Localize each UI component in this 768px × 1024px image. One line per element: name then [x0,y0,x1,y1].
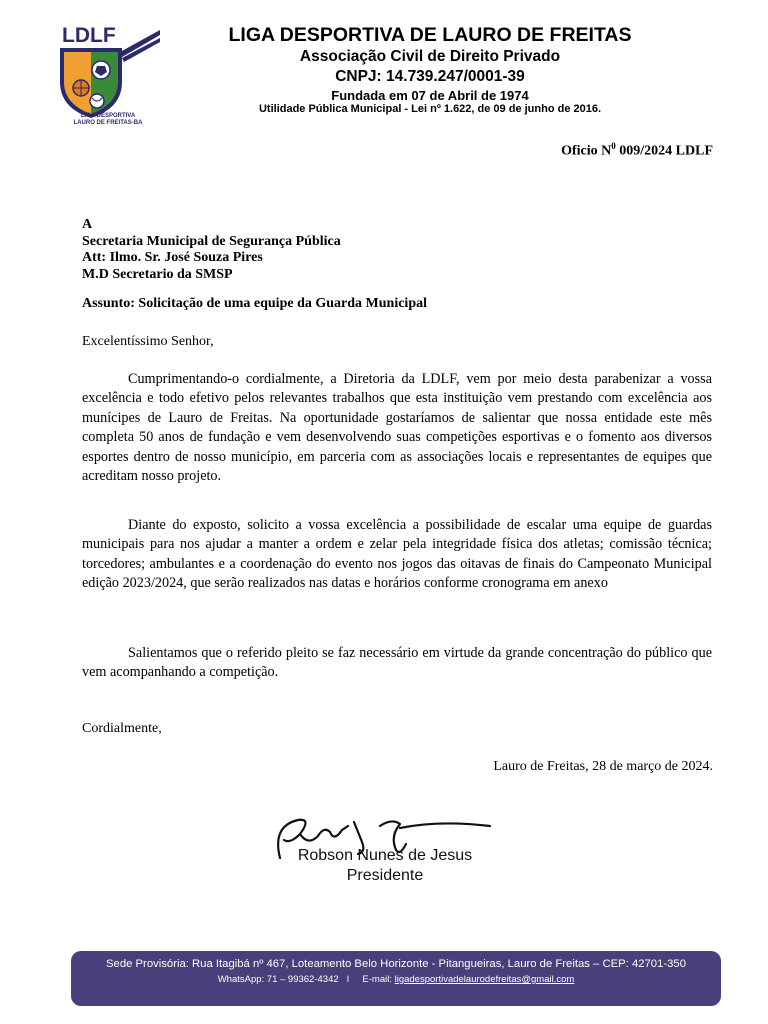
footer-contact [71,974,721,985]
recipient-line: A [82,217,93,232]
signatory-name: Robson Nunes de Jesus [297,847,473,864]
footer-email-label: E-mail: [362,974,392,985]
org-type: Associação Civil de Direito Privado [299,48,561,65]
body-paragraph: Diante do exposto, solicito a vossa excelência a possibilidade de escalar uma equipe de guardas municipais para nos ajudar a manter a ordem e zelar pela integridade física dos atletas; comissão técnica; torcedores; ambulantes e a coordenação do evento nos jogos das oitavas de finais do Campeonato Municipal edição 2023/2024, que serão realizados nas datas e horários conforme cronograma em anexo [82,517,712,592]
subject-line: Assunto: Solicitação de uma equipe da Guarda Municipal [82,296,427,311]
footer-address: Sede Provisória: Rua Itagibá nº 467, Loteamento Belo Horizonte - Pitangueiras, Lauro de Freitas – CEP: 42701-350 [106,958,686,970]
body-paragraph: Salientamos que o referido pleito se faz necessário em virtude da grande concentração do público que vem acompanhando a competição. [82,645,712,681]
recipient-block [82,217,341,283]
signatory [270,846,500,886]
cnpj: CNPJ: 14.739.247/0001-39 [335,68,525,85]
recipient-line: M.D Secretario da SMSP [82,266,233,282]
org-name: LIGA DESPORTIVA DE LAURO DE FREITAS [228,24,632,46]
footer-separator: I [346,974,350,985]
founded-date: Fundada em 07 de Abril de 1974 [331,88,529,103]
closing: Cordialmente, [82,721,162,736]
logo-subtitle: LIGA DESPORTIVA LAURO DE FREITAS-BA [73,113,143,126]
place-date: Lauro de Freitas, 28 de março de 2024. [493,759,713,774]
recipient-line: Att: Ilmo. Sr. José Souza Pires [82,250,263,265]
footer-email-link[interactable]: ligadesportivadelaurodefreitas@gmail.com [394,974,575,985]
signatory-title: Presidente [346,867,424,884]
body-paragraph: Cumprimentando-o cordialmente, a Diretoria da LDLF, vem por meio desta parabenizar a vossa excelência e todo efetivo pelos relevantes trabalhos que esta instituição vem prestando com excelência aos munícipes de Lauro de Freitas. Na oportunidade gostaríamos de salientar que nossa entidade este mês completa 50 anos de fundação e vem desenvolvendo suas competições esportivas e o fomento aos diversos esportes dentro de nosso município, em parceria com as associações locais e representantes de equipes que acreditam nosso projeto. [82,371,712,485]
salutation: Excelentíssimo Senhor, [82,334,214,349]
public-utility-law: Utilidade Pública Municipal - Lei nº 1.622, de 09 de junho de 2016. [258,103,602,115]
footer-band [71,951,721,1006]
logo-acronym: LDLF [62,24,116,47]
oficio-number: Oficio $N^0$ 009/2024 LDLF [561,141,713,159]
footer-whatsapp: WhatsApp: 71 – 99362-4342 [217,974,339,985]
recipient-line: Secretaria Municipal de Segurança Pública [82,233,341,249]
